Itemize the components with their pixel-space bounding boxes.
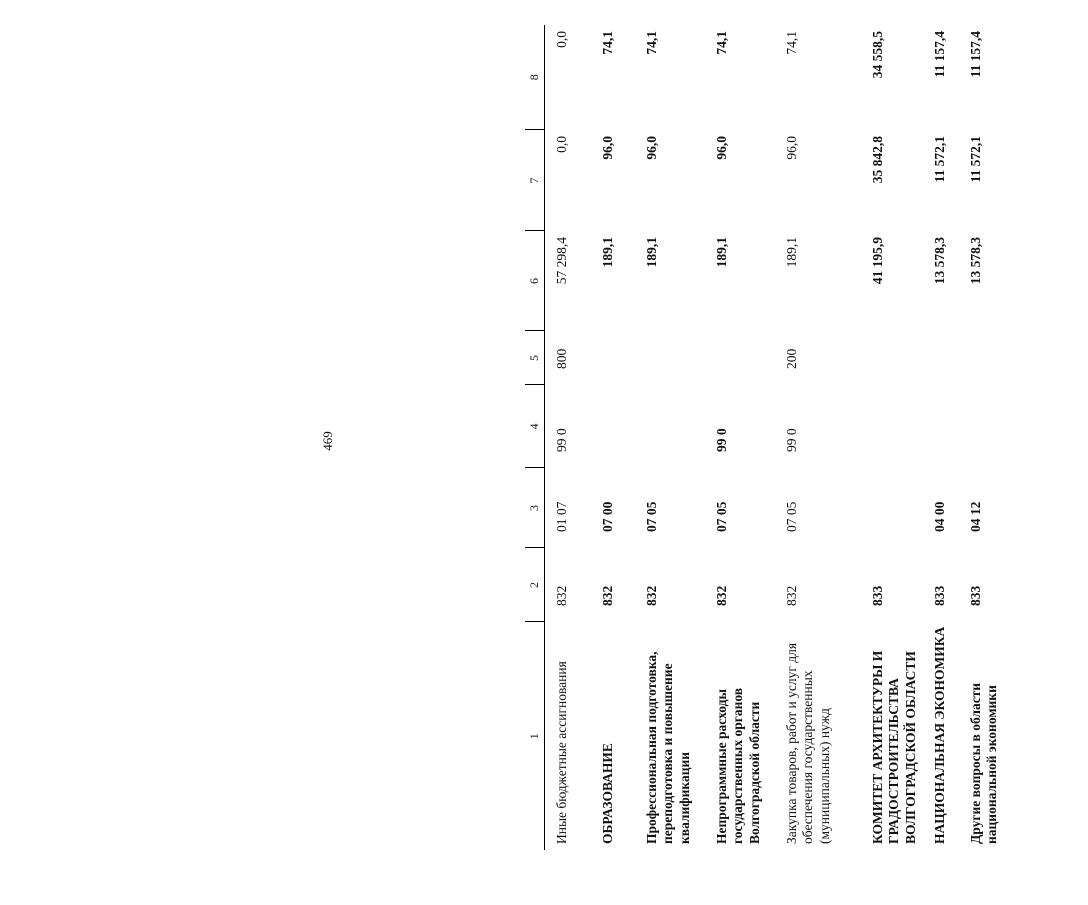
- table-row: [545, 25, 599, 850]
- program-code: [932, 385, 968, 468]
- row-name: Закупка товаров, работ и услуг для обеспечения государственных (муниципальных) нужд: [784, 642, 832, 844]
- expense-type-code: [714, 331, 784, 385]
- amount-col7: 11 572,1: [968, 136, 983, 183]
- ministry-code: 832: [644, 585, 659, 606]
- amount-col8: 0,0: [554, 31, 569, 48]
- program-code: 99 0: [554, 428, 569, 452]
- row-name: Непрограммные расходы государственных органов Волгоградской области: [714, 687, 762, 844]
- ministry-code: 832: [714, 585, 729, 606]
- amount-col7: 96,0: [600, 136, 615, 160]
- amount-col8: 11 157,4: [968, 31, 983, 78]
- program-code: [644, 385, 714, 468]
- amount-col7: 35 842,8: [870, 136, 885, 184]
- section-code: 04 12: [968, 501, 983, 532]
- amount-col6: 189,1: [784, 237, 799, 268]
- section-code: 07 05: [784, 501, 799, 532]
- column-header: 6: [525, 231, 545, 331]
- row-name: КОМИТЕТ АРХИТЕКТУРЫ И ГРАДОСТРОИТЕЛЬСТВА ВОЛГОГРАДСКОЙ ОБЛАСТИ: [870, 650, 918, 844]
- amount-col6: 189,1: [600, 237, 615, 268]
- table-row: [932, 25, 968, 850]
- expense-type-code: [870, 331, 932, 385]
- ministry-code: 832: [784, 585, 799, 606]
- table-row: [644, 25, 714, 850]
- amount-col6: 189,1: [644, 237, 659, 268]
- column-header: 2: [525, 548, 545, 622]
- amount-col7: 0,0: [554, 136, 569, 153]
- budget-table: [525, 25, 1006, 850]
- amount-col8: 74,1: [714, 31, 729, 55]
- expense-type-code: [968, 331, 1006, 385]
- ministry-code: 833: [932, 585, 947, 606]
- amount-col7: 96,0: [714, 136, 729, 160]
- column-header: 5: [525, 331, 545, 385]
- amount-col7: 96,0: [644, 136, 659, 160]
- table-row: [714, 25, 784, 850]
- column-header: 7: [525, 130, 545, 231]
- row-name: Профессиональная подготовка, переподготовка и повышение квалификации: [644, 651, 692, 844]
- amount-col7: 11 572,1: [932, 136, 947, 183]
- rotated-page: [525, 25, 1088, 850]
- amount-col8: 74,1: [784, 31, 799, 55]
- section-code: 01 07: [554, 501, 569, 532]
- amount-col7: 96,0: [784, 136, 799, 160]
- column-header: 4: [525, 385, 545, 468]
- ministry-code: 832: [554, 585, 569, 606]
- table-header-row: [525, 25, 545, 850]
- table-row: [598, 25, 644, 850]
- program-code: [968, 385, 1006, 468]
- program-code: 99 0: [784, 428, 799, 452]
- amount-col6: 41 195,9: [870, 237, 885, 285]
- row-name: Другие вопросы в области национальной экономики: [968, 682, 1000, 844]
- amount-col6: 13 578,3: [932, 237, 947, 285]
- row-name: Иные бюджетные ассигнования: [554, 661, 569, 844]
- amount-col8: 11 157,4: [932, 31, 947, 78]
- ministry-code: 832: [600, 585, 615, 606]
- section-code: [870, 468, 932, 548]
- expense-type-code: 200: [784, 348, 799, 369]
- amount-col6: 189,1: [714, 237, 729, 268]
- expense-type-code: [932, 331, 968, 385]
- column-header: 3: [525, 468, 545, 548]
- expense-type-code: 800: [554, 348, 569, 369]
- row-name: ОБРАЗОВАНИЕ: [600, 743, 615, 844]
- amount-col6: 57 298,4: [554, 237, 569, 285]
- ministry-code: 833: [870, 585, 885, 606]
- section-code: 07 00: [600, 501, 615, 532]
- page-number: 469: [320, 431, 335, 451]
- ministry-code: 833: [968, 585, 983, 606]
- table-row: [870, 25, 932, 850]
- amount-col8: 34 558,5: [870, 31, 885, 79]
- row-name: НАЦИОНАЛЬНАЯ ЭКОНОМИКА: [932, 626, 947, 844]
- section-code: 04 00: [932, 501, 947, 532]
- column-header: 1: [525, 622, 545, 850]
- table-row: [968, 25, 1006, 850]
- expense-type-code: [598, 331, 644, 385]
- section-code: 07 05: [644, 501, 659, 532]
- expense-type-code: [644, 331, 714, 385]
- table-row: [784, 25, 870, 850]
- program-code: 99 0: [714, 428, 729, 452]
- amount-col8: 74,1: [600, 31, 615, 55]
- program-code: [870, 385, 932, 468]
- amount-col8: 74,1: [644, 31, 659, 55]
- program-code: [598, 385, 644, 468]
- column-header: 8: [525, 25, 545, 130]
- amount-col6: 13 578,3: [968, 237, 983, 285]
- section-code: 07 05: [714, 501, 729, 532]
